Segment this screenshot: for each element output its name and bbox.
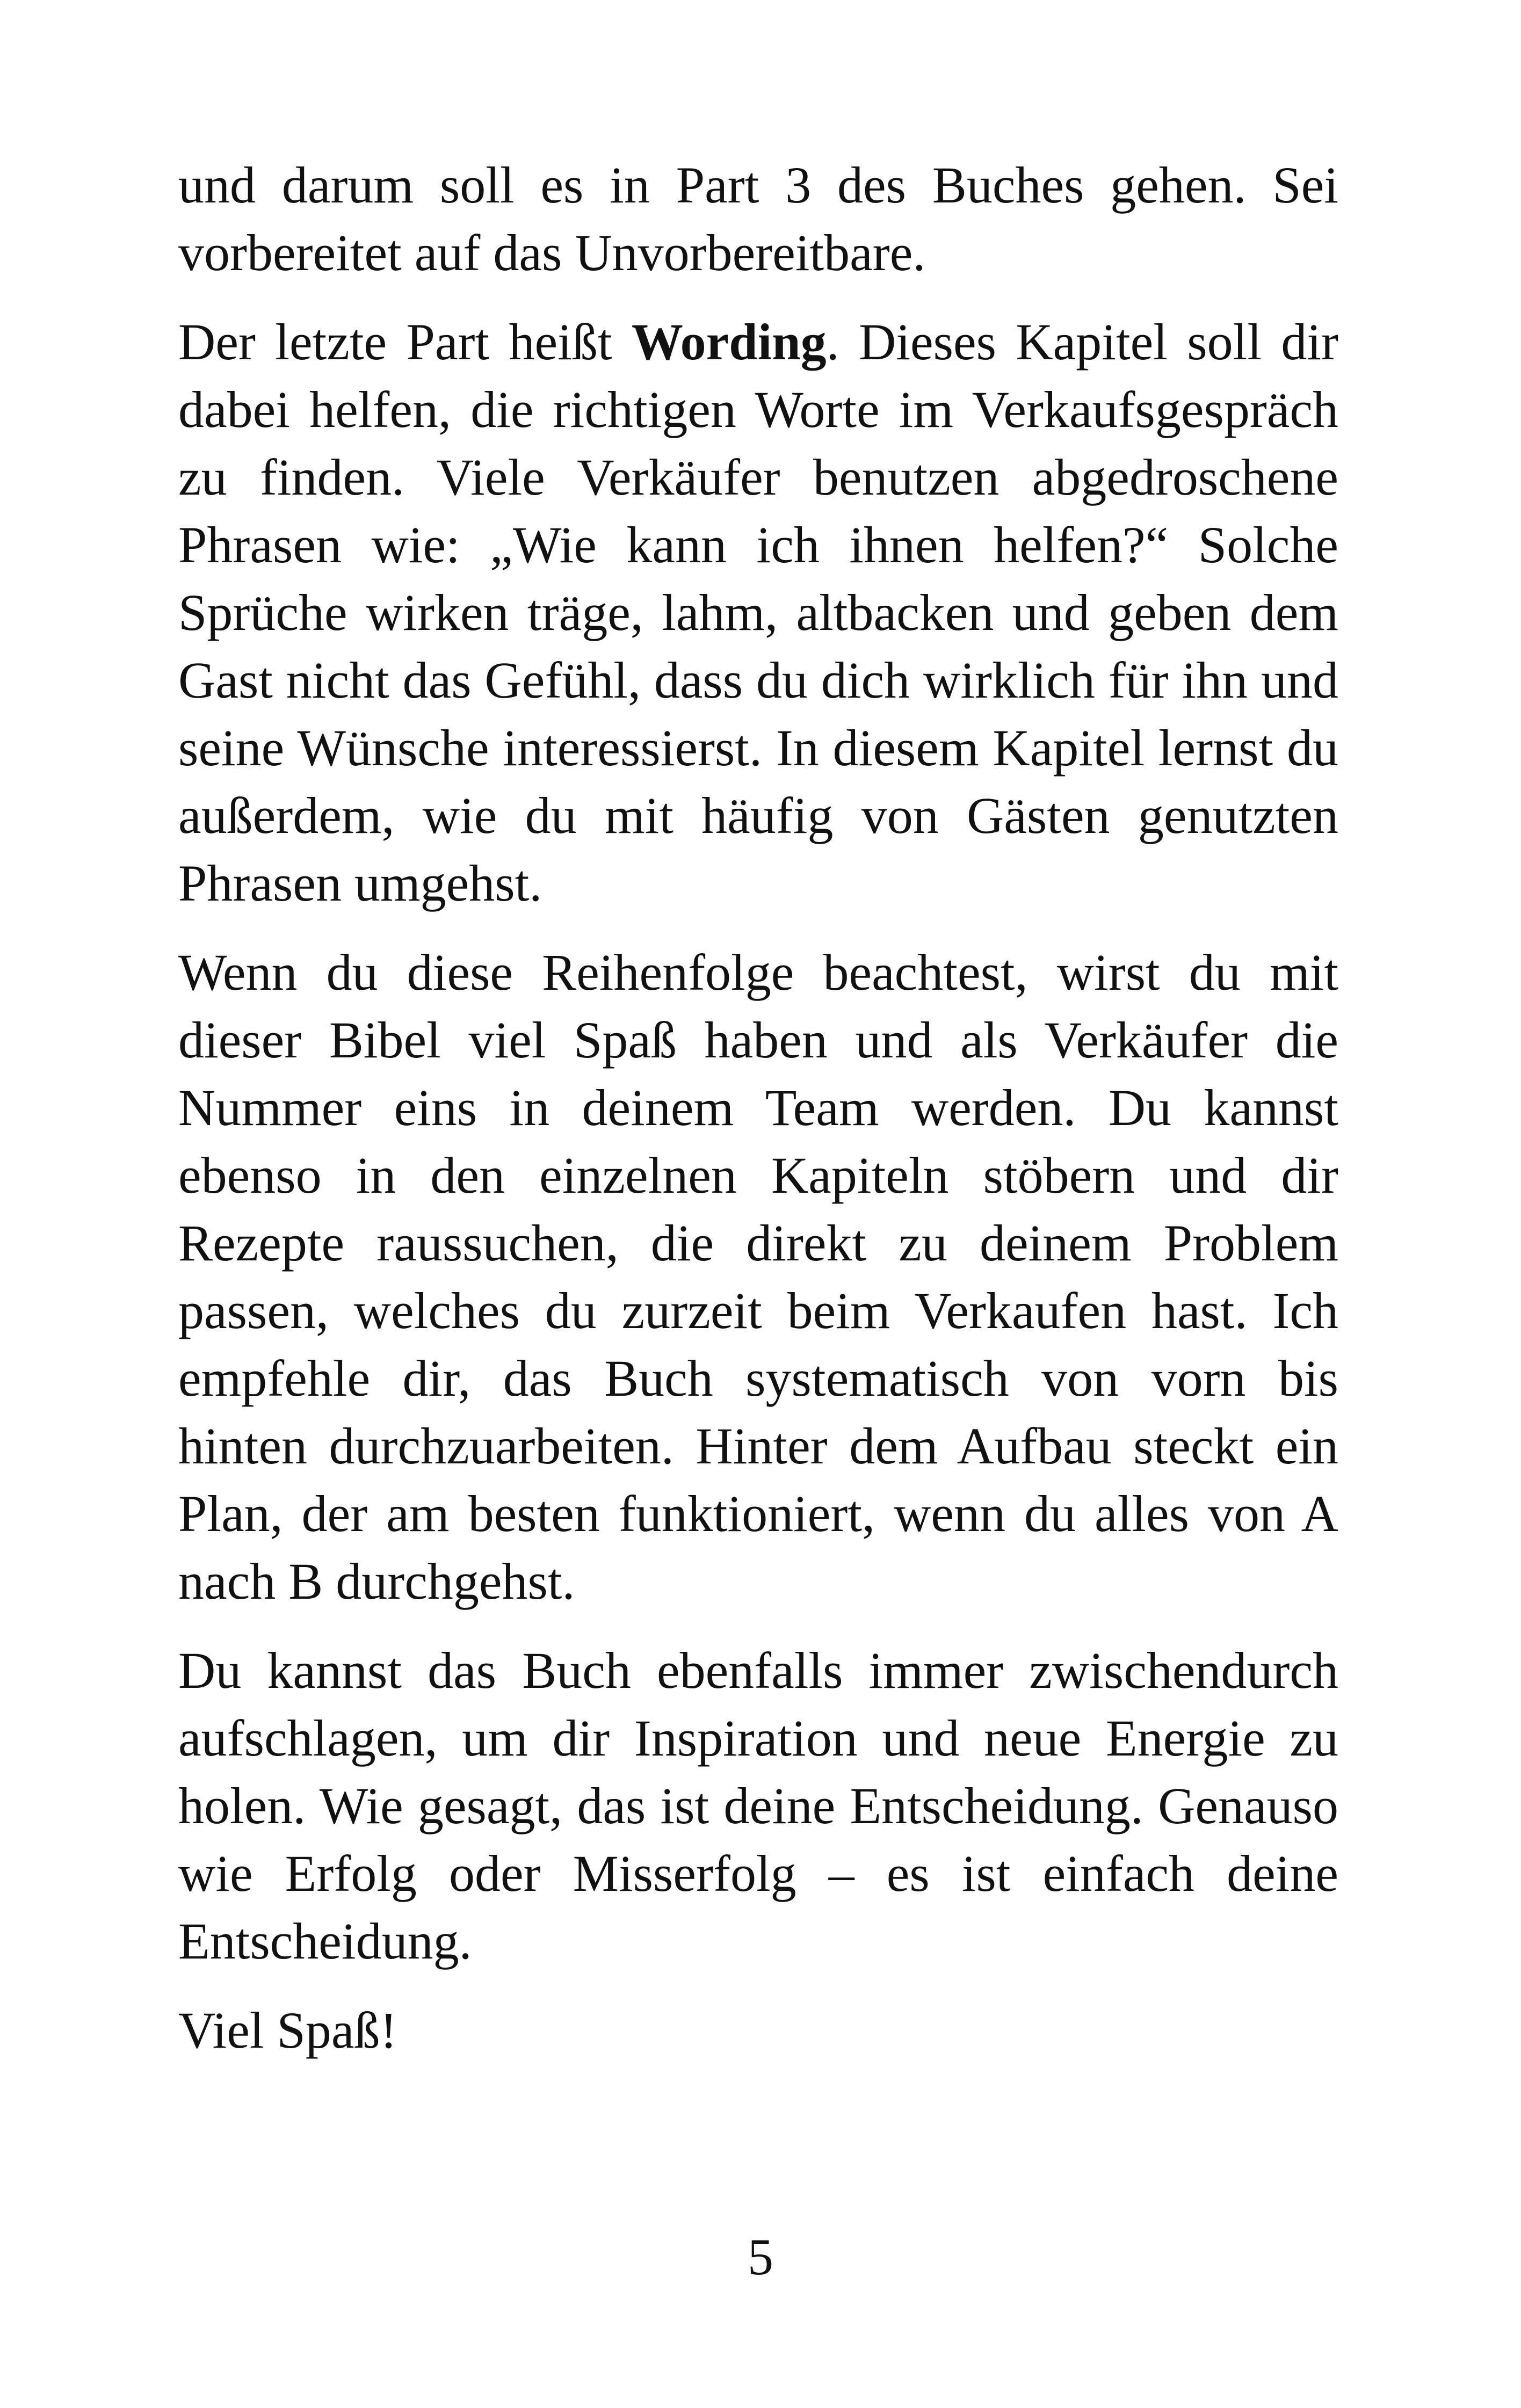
paragraph-3: Wenn du diese Reihenfolge beachtest, wirst du mit dieser Bibel viel Spaß haben und als Verkäufer die Nummer eins in deinem Team werden. Du kannst ebenso in den einzelnen Kapiteln stöbern und dir Rezepte raussuchen, die direkt zu deinem Problem passen, welches du zurzeit beim Verkaufen hast. Ich empfehle dir, das Buch systematisch von vorn bis hinten durchzuarbeiten. Hinter dem Aufbau steckt ein Plan, der am besten funktioniert, wenn du alles von A nach B durchgehst. [178, 944, 1338, 1610]
paragraph-1: und darum soll es in Part 3 des Buches gehen. Sei vorbereitet auf das Unvorbereitbare. [178, 156, 1338, 281]
paragraph-5: Viel Spaß! [178, 2001, 397, 2059]
paragraph-2-rest: . Dieses Kapitel soll dir dabei helfen, die richtigen Worte im Verkaufsgespräch zu finden. Viele Verkäufer benutzen abgedroschene Phrasen wie: „Wie kann ich ihnen helfen?“ Solche Sprüche wirken träge, lahm, altbacken und geben dem Gast nicht das Gefühl, dass du dich wirklich für ihn und seine Wünsche interessierst. In diesem Kapitel lernst du außerdem, wie du mit häufig von Gästen genutzten Phrasen umgehst. [178, 313, 1339, 912]
wording-bold-term: Wording [631, 313, 827, 371]
paragraph-2 [178, 308, 1338, 917]
body-text [178, 151, 1338, 2086]
page-number: 5 [748, 2228, 773, 2286]
paragraph-2-lead: Der letzte Part heißt [178, 313, 632, 371]
paragraph-4: Du kannst das Buch ebenfalls immer zwischendurch aufschlagen, um dir Inspiration und neue Energie zu holen. Wie gesagt, das ist deine Entscheidung. Genauso wie Erfolg oder Misserfolg – es ist einfach deine Entscheidung. [178, 1642, 1338, 1970]
